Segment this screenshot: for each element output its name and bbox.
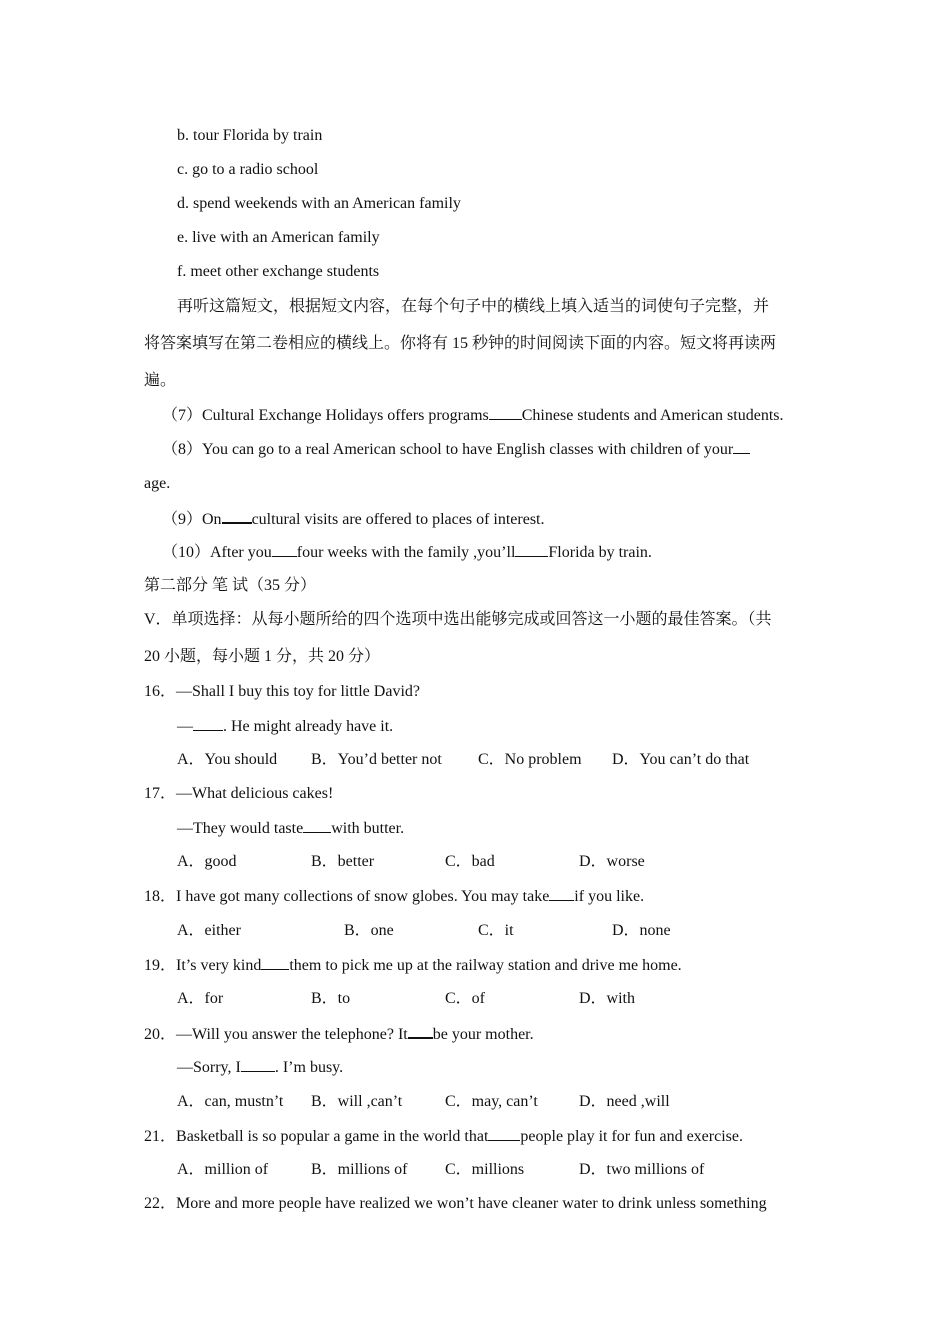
q10-blank-1[interactable] (272, 542, 297, 557)
q18-option-b[interactable]: B．one (344, 922, 394, 939)
q20-option-b[interactable]: B．will ,can’t (311, 1093, 403, 1110)
q21-number: 21． (144, 1128, 177, 1145)
q21-option-b[interactable]: B．millions of (311, 1161, 408, 1178)
q18-option-a[interactable]: A．either (177, 922, 241, 939)
q17-option-b[interactable]: B．better (311, 853, 375, 870)
question-17 (144, 784, 333, 804)
q19-number: 19． (144, 957, 177, 974)
listen-option-b: b. tour Florida by train (177, 127, 323, 144)
q21-text-pre: Basketball is so popular a game in the world that (176, 1128, 489, 1145)
q19-option-d[interactable]: D．with (579, 990, 636, 1007)
q16-option-b[interactable]: B．You’d better not (311, 751, 442, 768)
listen-option-d: d. spend weekends with an American family (177, 195, 461, 212)
q19-blank[interactable] (261, 955, 289, 970)
q16-option-a[interactable]: A．You should (177, 751, 278, 768)
q18-text-pre: I have got many collections of snow globes. You may take (176, 888, 550, 905)
listen-option-e: e. live with an American family (177, 229, 380, 246)
q8-text-pre: （8）You can go to a real American school to have English classes with children of your (162, 441, 734, 458)
q20-option-d[interactable]: D．need ,will (579, 1093, 670, 1110)
q19-option-c[interactable]: C．of (445, 990, 486, 1007)
q10-text-pre: （10）After you (162, 544, 272, 561)
q7-text-post: Chinese students and American students. (521, 407, 784, 424)
q18-blank[interactable] (549, 886, 574, 901)
q18-number: 18． (144, 888, 177, 905)
q7-blank[interactable] (489, 405, 522, 420)
q10-text-mid: four weeks with the family ,you’ll (296, 544, 516, 561)
fill-question-9 (162, 508, 545, 528)
q20-number: 20． (144, 1026, 177, 1043)
section-five-line-2: 20 小题，每小题 1 分，共 20 分） (144, 648, 381, 665)
fill-question-7 (162, 405, 783, 425)
q17-option-d[interactable]: D．worse (579, 853, 645, 870)
q17-reply (177, 818, 404, 838)
q16-text: —Shall I buy this toy for little David? (176, 683, 420, 700)
q20-text-post: be your mother. (432, 1026, 534, 1043)
q16-number: 16． (144, 683, 177, 700)
q7-text-pre: （7）Cultural Exchange Holidays offers programs (162, 407, 489, 424)
q19-option-a[interactable]: A．for (177, 990, 224, 1007)
q16-option-d[interactable]: D．You can’t do that (612, 751, 750, 768)
listen-option-f: f. meet other exchange students (177, 263, 380, 280)
q20-option-a[interactable]: A．can, mustn’t (177, 1093, 284, 1110)
instruction-line-1: 再听这篇短文，根据短文内容，在每个句子中的横线上填入适当的词使句子完整，并 (177, 298, 770, 315)
q20-reply (177, 1057, 343, 1077)
q10-blank-2[interactable] (515, 542, 548, 557)
q20-option-c[interactable]: C．may, can’t (445, 1093, 538, 1110)
question-21 (144, 1126, 743, 1146)
q16-blank[interactable] (193, 716, 223, 731)
q18-option-c[interactable]: C．it (478, 922, 514, 939)
q16-reply-pre: — (177, 718, 193, 735)
question-16 (144, 682, 420, 702)
q17-reply-post: with butter. (331, 820, 405, 837)
question-22 (144, 1194, 767, 1214)
q20-reply-post: . I’m busy. (274, 1059, 344, 1076)
q21-option-a[interactable]: A．million of (177, 1161, 269, 1178)
q16-reply-post: . He might already have it. (223, 718, 394, 735)
q18-option-d[interactable]: D．none (612, 922, 671, 939)
q18-text-post: if you like. (574, 888, 645, 905)
q22-text: More and more people have realized we won’t have cleaner water to drink unless something (176, 1195, 767, 1212)
q22-number: 22． (144, 1195, 177, 1212)
q21-blank[interactable] (488, 1126, 520, 1141)
q19-option-b[interactable]: B．to (311, 990, 351, 1007)
instruction-line-2: 将答案填写在第二卷相应的横线上。你将有 15 秒钟的时间阅读下面的内容。短文将再读两 (144, 335, 777, 352)
question-18 (144, 886, 644, 906)
q9-text-post: cultural visits are offered to places of interest. (251, 511, 545, 528)
q19-text-pre: It’s very kind (176, 957, 262, 974)
q8-continuation: age. (144, 475, 171, 492)
q20-reply-pre: —Sorry, I (177, 1059, 241, 1076)
q20-blank-2[interactable] (241, 1057, 275, 1072)
q16-option-c[interactable]: C．No problem (478, 751, 582, 768)
q21-option-d[interactable]: D．two millions of (579, 1161, 705, 1178)
part-two-title: 第二部分 笔 试（35 分） (144, 577, 317, 594)
fill-question-10 (162, 542, 652, 562)
q9-text-pre: （9）On (162, 511, 222, 528)
q21-option-c[interactable]: C．millions (445, 1161, 525, 1178)
q9-blank[interactable] (222, 508, 252, 524)
q20-text-pre: —Will you answer the telephone? It (176, 1026, 408, 1043)
question-20 (144, 1023, 534, 1043)
q20-blank-1[interactable] (408, 1023, 433, 1039)
q21-text-post: people play it for fun and exercise. (520, 1128, 743, 1145)
q19-text-post: them to pick me up at the railway station and drive me home. (289, 957, 682, 974)
q10-text-post: Florida by train. (548, 544, 652, 561)
q17-option-a[interactable]: A．good (177, 853, 237, 870)
q16-reply (177, 716, 393, 736)
q8-blank[interactable] (733, 439, 750, 454)
fill-question-8 (162, 439, 750, 459)
q17-blank[interactable] (303, 818, 331, 833)
listen-option-c: c. go to a radio school (177, 161, 319, 178)
section-five-line-1: V．单项选择：从每小题所给的四个选项中选出能够完成或回答这一小题的最佳答案。（共 (144, 611, 772, 628)
q17-reply-pre: —They would taste (177, 820, 304, 837)
instruction-line-3: 遍。 (144, 372, 177, 389)
q17-option-c[interactable]: C．bad (445, 853, 495, 870)
q17-text: —What delicious cakes! (176, 785, 334, 802)
q17-number: 17． (144, 785, 177, 802)
question-19 (144, 955, 682, 975)
